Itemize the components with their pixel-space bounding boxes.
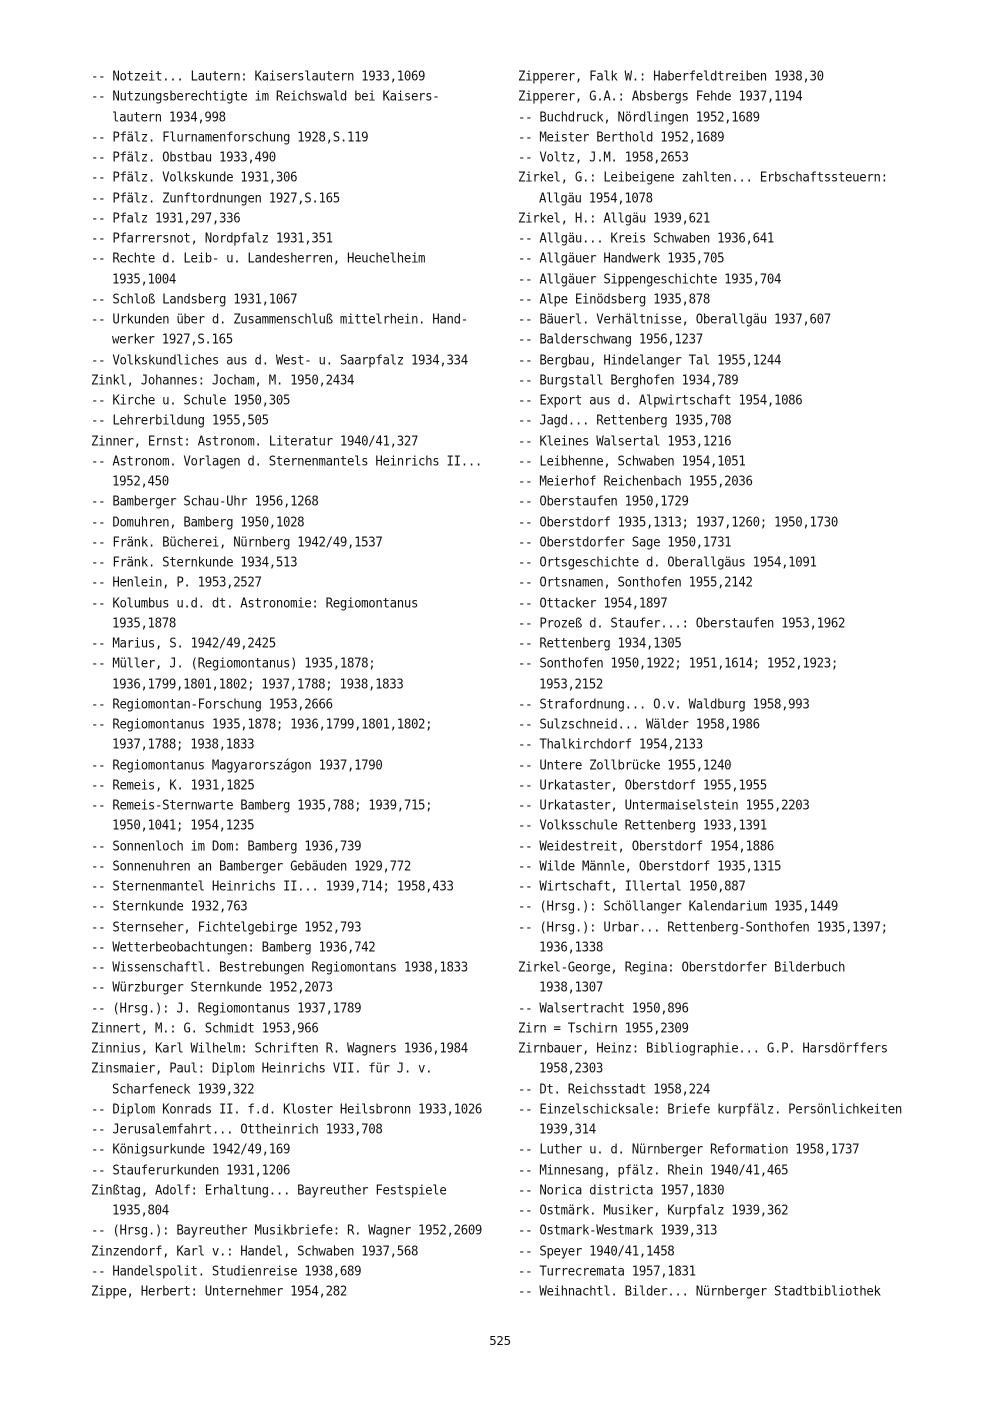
index-entry: -- Jagd... Rettenberg 1935,708: [518, 412, 732, 428]
index-entry: -- Dt. Reichsstadt 1958,224: [518, 1080, 710, 1097]
index-entry: -- Urkunden über d. Zusammenschluß mittelrhein. Hand-: [91, 311, 468, 327]
index-entry: -- (Hrsg.): Schöllanger Kalendarium 1935,1449: [518, 898, 838, 914]
index-entry: -- Bäuerl. Verhältnisse, Oberallgäu 1937,607: [518, 311, 831, 327]
index-entry: -- Ortsnamen, Sonthofen 1955,2142: [518, 574, 753, 590]
index-entry: -- Wilde Männle, Oberstdorf 1935,1315: [518, 857, 782, 874]
index-entry-continuation: 1958,2303: [539, 1060, 603, 1076]
index-entry: -- Remeis-Sternwarte Bamberg 1935,788; 1939,715;: [91, 797, 433, 813]
index-entry: -- (Hrsg.): J. Regiomontanus 1937,1789: [91, 999, 362, 1016]
index-entry: -- Regiomontan-Forschung 1953,2666: [91, 695, 333, 712]
index-entry: -- Ostmärk. Musiker, Kurpfalz 1939,362: [518, 1202, 789, 1218]
index-entry-continuation: lautern 1934,998: [112, 108, 226, 125]
index-entry-continuation: 1939,314: [539, 1121, 596, 1137]
index-entry: -- Pfälz. Volkskunde 1931,306: [91, 169, 298, 185]
index-entry: -- Wissenschaftl. Bestrebungen Regiomontans 1938,1833: [91, 959, 468, 975]
index-entry: -- Fränk. Sternkunde 1934,513: [91, 554, 298, 570]
index-entry: Zinnert, M.: G. Schmidt 1953,966: [91, 1019, 319, 1036]
index-entry: -- Oberstdorf 1935,1313; 1937,1260; 1950,1730: [518, 513, 838, 530]
index-entry: -- Ostmark-Westmark 1939,313: [518, 1222, 718, 1238]
index-entry: -- Sternkunde 1932,763: [91, 898, 248, 914]
index-entry: -- Volksschule Rettenberg 1933,1391: [518, 817, 767, 833]
page-number: 525: [489, 1333, 511, 1348]
index-entry: -- Urkataster, Untermaiselstein 1955,2203: [518, 797, 810, 813]
index-entry: -- Urkataster, Oberstdorf 1955,1955: [518, 776, 767, 793]
index-entry-continuation: Allgäu 1954,1078: [539, 189, 653, 206]
index-entry: -- Export aus d. Alpwirtschaft 1954,1086: [518, 392, 803, 408]
index-entry: -- Stauferurkunden 1931,1206: [91, 1161, 291, 1178]
index-entry: -- Müller, J. (Regiomontanus) 1935,1878;: [91, 655, 376, 671]
index-entry: -- Sonnenloch im Dom: Bamberg 1936,739: [91, 837, 362, 854]
index-entry: -- Burgstall Berghofen 1934,789: [518, 371, 739, 388]
index-entry-continuation: werker 1927,S.165: [112, 331, 233, 347]
index-entry: -- Leibhenne, Schwaben 1954,1051: [518, 452, 746, 469]
index-entry-continuation: 1935,1878: [112, 614, 176, 631]
index-entry-continuation: Scharfeneck 1939,322: [112, 1080, 255, 1097]
index-entry: -- Sternenmantel Heinrichs II... 1939,714; 1958,433: [91, 878, 454, 894]
index-entry: -- Handelspolit. Studienreise 1938,689: [91, 1262, 362, 1279]
index-entry: -- Sonnenuhren an Bamberger Gebäuden 1929,772: [91, 857, 411, 874]
index-entry: -- Norica districta 1957,1830: [518, 1181, 725, 1198]
index-entry: -- Turrecremata 1957,1831: [518, 1262, 696, 1279]
index-entry: -- Allgäuer Handwerk 1935,705: [518, 250, 725, 266]
index-entry: -- Fränk. Bücherei, Nürnberg 1942/49,1537: [91, 533, 383, 550]
index-entry: -- Strafordnung... O.v. Waldburg 1958,993: [518, 695, 810, 712]
index-entry-continuation: 1937,1788; 1938,1833: [112, 736, 255, 752]
index-entry-continuation: 1952,450: [112, 473, 169, 489]
index-entry: -- Bergbau, Hindelanger Tal 1955,1244: [518, 351, 782, 368]
index-entry: -- Pfälz. Obstbau 1933,490: [91, 149, 276, 165]
index-entry: -- (Hrsg.): Urbar... Rettenberg-Sonthofen 1935,1397;: [518, 918, 888, 935]
index-entry: -- Voltz, J.M. 1958,2653: [518, 149, 689, 165]
index-entry: -- Ortsgeschichte d. Oberallgäus 1954,1091: [518, 554, 817, 570]
index-entry: -- Weidestreit, Oberstdorf 1954,1886: [518, 837, 774, 854]
index-entry: -- Remeis, K. 1931,1825: [91, 776, 255, 793]
index-entry: -- Untere Zollbrücke 1955,1240: [518, 756, 732, 773]
index-entry: -- Sonthofen 1950,1922; 1951,1614; 1952,1923;: [518, 655, 838, 671]
index-entry: -- Notzeit... Lautern: Kaiserslautern 1933,1069: [91, 68, 426, 84]
left-column: [91, 66, 511, 1301]
index-entry: -- Lehrerbildung 1955,505: [91, 412, 269, 428]
index-entry: -- Balderschwang 1956,1237: [518, 331, 703, 347]
index-entry: -- Prozeß d. Staufer...: Oberstaufen 1953,1962: [518, 614, 846, 631]
index-entry: -- Bamberger Schau-Uhr 1956,1268: [91, 493, 319, 509]
index-entry-continuation: 1938,1307: [539, 979, 603, 995]
index-entry: -- Königsurkunde 1942/49,169: [91, 1141, 291, 1157]
index-entry: -- Kolumbus u.d. dt. Astronomie: Regiomontanus: [91, 594, 419, 611]
index-entry: Zinner, Ernst: Astronom. Literatur 1940/41,327: [91, 432, 419, 449]
index-entry-continuation: 1950,1041; 1954,1235: [112, 817, 255, 833]
index-entry: Zirnbauer, Heinz: Bibliographie... G.P. Harsdörffers: [518, 1040, 888, 1056]
index-entry-continuation: 1935,1004: [112, 270, 176, 287]
index-entry: -- Meierhof Reichenbach 1955,2036: [518, 473, 753, 489]
index-entry: -- Würzburger Sternkunde 1952,2073: [91, 979, 333, 995]
index-entry: -- Meister Berthold 1952,1689: [518, 128, 725, 145]
index-entry: -- Pfälz. Flurnamenforschung 1928,S.119: [91, 128, 369, 145]
index-entry-continuation: 1936,1799,1801,1802; 1937,1788; 1938,1833: [112, 675, 404, 692]
index-entry: -- Kleines Walsertal 1953,1216: [518, 432, 732, 449]
index-entry: -- Weihnachtl. Bilder... Nürnberger Stadtbibliothek: [518, 1283, 881, 1299]
index-entry: Zirkel, H.: Allgäu 1939,621: [518, 209, 710, 226]
index-entry: -- Ottacker 1954,1897: [518, 594, 668, 611]
index-entry: -- Pfälz. Zunftordnungen 1927,S.165: [91, 189, 340, 206]
index-entry: -- Speyer 1940/41,1458: [518, 1242, 675, 1259]
index-entry: -- Marius, S. 1942/49,2425: [91, 635, 276, 651]
index-entry: Zirn = Tschirn 1955,2309: [518, 1019, 689, 1036]
index-entry: -- Wirtschaft, Illertal 1950,887: [518, 878, 746, 894]
index-entry: Zirkel, G.: Leibeigene zahlten... Erbschaftssteuern:: [518, 169, 888, 185]
index-entry: -- Schloß Landsberg 1931,1067: [91, 290, 298, 307]
index-entry: Zinzendorf, Karl v.: Handel, Schwaben 1937,568: [91, 1242, 419, 1259]
index-entry: -- Oberstdorfer Sage 1950,1731: [518, 533, 732, 550]
index-entry: -- Oberstaufen 1950,1729: [518, 493, 689, 509]
index-entry: -- Diplom Konrads II. f.d. Kloster Heilsbronn 1933,1026: [91, 1100, 483, 1117]
index-entry: -- Rettenberg 1934,1305: [518, 635, 682, 651]
index-entry: Zinßtag, Adolf: Erhaltung... Bayreuther Festspiele: [91, 1181, 447, 1198]
index-entry: -- Luther u. d. Nürnberger Reformation 1958,1737: [518, 1141, 860, 1157]
right-column: [518, 66, 948, 1301]
index-entry: Zippe, Herbert: Unternehmer 1954,282: [91, 1283, 347, 1299]
index-entry: -- Sulzschneid... Wälder 1958,1986: [518, 716, 760, 732]
index-entry: -- Allgäuer Sippengeschichte 1935,704: [518, 270, 782, 287]
index-entry: -- Volkskundliches aus d. West- u. Saarpfalz 1934,334: [91, 351, 468, 368]
index-entry: -- Jerusalemfahrt... Ottheinrich 1933,708: [91, 1121, 383, 1137]
index-entry: -- Buchdruck, Nördlingen 1952,1689: [518, 108, 760, 125]
index-entry: -- Nutzungsberechtigte im Reichswald bei Kaisers-: [91, 88, 440, 104]
index-entry: -- Pfalz 1931,297,336: [91, 209, 241, 226]
index-entry: Zinnius, Karl Wilhelm: Schriften R. Wagners 1936,1984: [91, 1040, 468, 1056]
index-entry: Zipperer, Falk W.: Haberfeldtreiben 1938,30: [518, 68, 824, 84]
index-entry: -- (Hrsg.): Bayreuther Musikbriefe: R. Wagner 1952,2609: [91, 1222, 483, 1238]
index-entry: -- Rechte d. Leib- u. Landesherren, Heuchelheim: [91, 250, 426, 266]
index-entry: Zinsmaier, Paul: Diplom Heinrichs VII. für J. v.: [91, 1060, 433, 1076]
index-entry-continuation: 1935,804: [112, 1202, 169, 1218]
index-entry: Zinkl, Johannes: Jocham, M. 1950,2434: [91, 371, 355, 388]
index-entry-continuation: 1953,2152: [539, 675, 603, 692]
index-entry: -- Kirche u. Schule 1950,305: [91, 392, 291, 408]
index-entry: -- Astronom. Vorlagen d. Sternenmantels Heinrichs II...: [91, 452, 483, 469]
index-entry: -- Regiomontanus Magyarországon 1937,1790: [91, 756, 383, 773]
index-entry: -- Regiomontanus 1935,1878; 1936,1799,1801,1802;: [91, 716, 433, 732]
index-entry: -- Minnesang, pfälz. Rhein 1940/41,465: [518, 1161, 789, 1178]
index-entry: -- Alpe Einödsberg 1935,878: [518, 290, 710, 307]
index-entry: -- Domuhren, Bamberg 1950,1028: [91, 513, 305, 530]
index-entry: -- Wetterbeobachtungen: Bamberg 1936,742: [91, 938, 376, 955]
index-entry: -- Einzelschicksale: Briefe kurpfälz. Persönlichkeiten: [518, 1100, 902, 1117]
index-entry-continuation: 1936,1338: [539, 938, 603, 955]
index-entry: -- Henlein, P. 1953,2527: [91, 574, 262, 590]
index-entry: -- Thalkirchdorf 1954,2133: [518, 736, 703, 752]
index-entry: Zirkel-George, Regina: Oberstdorfer Bilderbuch: [518, 959, 846, 975]
index-entry: -- Allgäu... Kreis Schwaben 1936,641: [518, 230, 774, 246]
index-entry: -- Walsertracht 1950,896: [518, 999, 689, 1016]
index-entry: -- Sternseher, Fichtelgebirge 1952,793: [91, 918, 362, 935]
index-entry: -- Pfarrersnot, Nordpfalz 1931,351: [91, 230, 333, 246]
index-entry: Zipperer, G.A.: Absbergs Fehde 1937,1194: [518, 88, 803, 104]
